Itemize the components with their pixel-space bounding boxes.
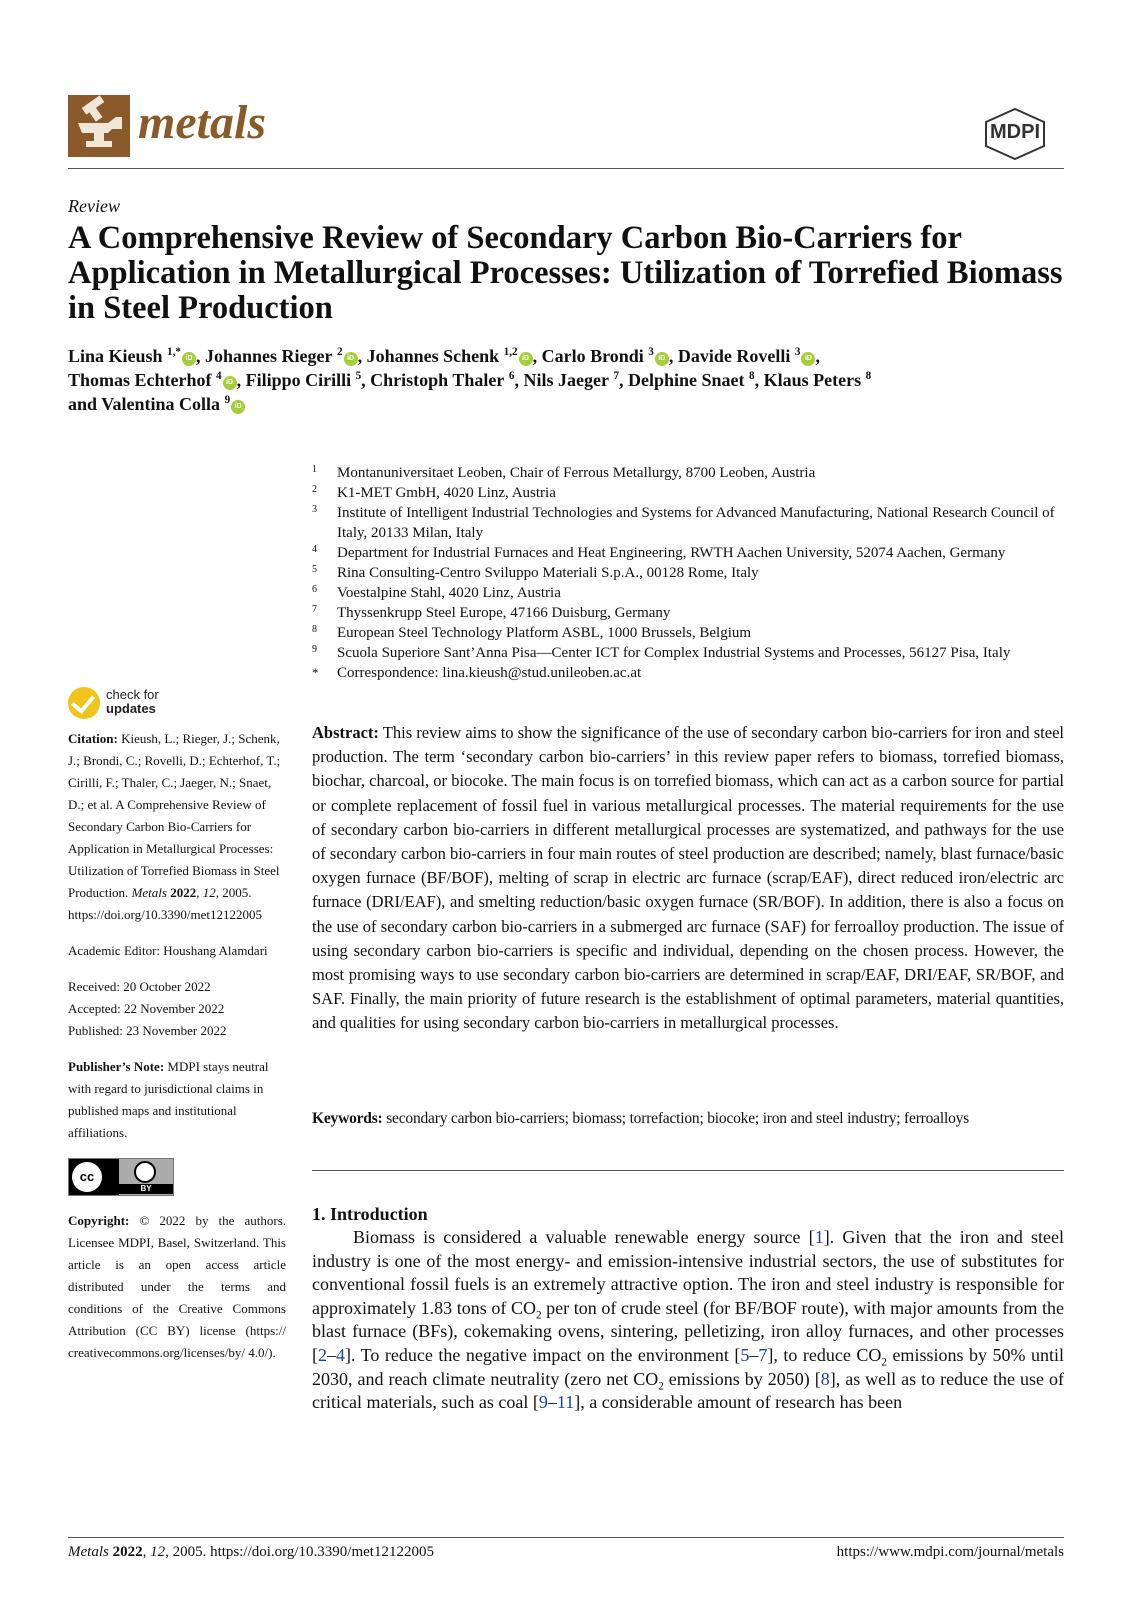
citation-link[interactable]: 9 xyxy=(538,1392,548,1413)
section-heading-introduction: 1. Introduction xyxy=(312,1204,428,1224)
affiliation: 1 Montanuniversitaet Leoben, Chair of Ferrous Metallurgy, 8700 Leoben, Austria xyxy=(312,464,816,481)
author: Delphine Snaet $^8$, xyxy=(628,370,764,390)
check-for-updates-badge[interactable]: check for updates xyxy=(68,687,208,727)
orcid-icon[interactable]: iD xyxy=(182,352,196,366)
citation-link[interactable]: 2 xyxy=(318,1344,327,1365)
abstract: Abstract: This review aims to show the significance of the use of secondary carbon bio-carriers for iron and steel production. The term ‘secondary carbon bio-carriers’ in this review paper refers to biomass, torrefied biomass, biochar, charcoal, or biocoke. The main focus is on torrefied biomass, which can act as a carbon source for partial or complete replacement of fossil fuel in various metallurgical processes. The material requirements for the use of secondary carbon bio-carriers in different metallurgical processes are systematized, and pathways for the use of secondary carbon bio-carriers in four main routes of steel production are described; namely, blast furnace/basic oxygen furnace (BF/BOF), melting of scrap in electric arc furnace (scrap/EAF), direct reduced iron/electric arc furnace (DRI/EAF), and smelting reduction/basic oxygen furnace (SR/BOF). In addition, there is also a focus on the use of secondary carbon bio-carriers in a submerged arc furnace (SAF) for ferroalloy production. The issue of using secondary carbon bio-carriers is specific and individual, depending on the chosen process. However, the most promising ways to use secondary carbon bio-carriers are determined in scrap/EAF, DRI/EAF, SR/BOF, and SAF. Finally, the main priority of future research is the establishment of optimal parameters, material quantities, and qualities for using secondary carbon bio-carriers in metallurgical processes. xyxy=(312,723,1064,1033)
anvil-hammer-icon xyxy=(68,95,130,157)
footer-divider xyxy=(68,1537,1064,1538)
orcid-icon[interactable]: iD xyxy=(801,352,815,366)
footer-citation: Metals 2022, 12, 2005. https://doi.org/10.3390/met12122005 xyxy=(68,1544,434,1560)
author[interactable]: Johannes Schenk $^{1,2}$iD , xyxy=(366,346,542,366)
citation-link[interactable]: 1 xyxy=(814,1227,824,1247)
journal-logo xyxy=(68,95,130,157)
received-date: Received: 20 October 2022 xyxy=(68,979,211,994)
check-circle-icon xyxy=(68,687,100,719)
journal-name: metals xyxy=(138,96,266,149)
citation-link[interactable]: 5 xyxy=(740,1344,750,1365)
author[interactable]: Johannes Rieger $^2$iD , xyxy=(205,346,367,366)
sidebar xyxy=(68,728,286,1378)
orcid-icon[interactable]: iD xyxy=(223,376,237,390)
author[interactable]: Thomas Echterhof $^4$iD , xyxy=(68,370,246,390)
correspondence: * Correspondence: lina.kieush@stud.unileoben.ac.at xyxy=(312,665,642,681)
attribution-person-icon xyxy=(134,1161,156,1183)
affiliation: 3 Institute of Intelligent Industrial Technologies and Systems for Advanced Manufacturing, National Research Council of Italy, 20133 Milan, Italy xyxy=(312,504,1055,541)
citation-link[interactable]: 4 xyxy=(336,1344,345,1365)
citation-link[interactable]: 11 xyxy=(556,1392,575,1413)
cc-by-license-badge[interactable]: cc BY xyxy=(68,1158,174,1196)
published-date: Published: 23 November 2022 xyxy=(68,1023,227,1038)
footer-journal-url[interactable]: https://www.mdpi.com/journal/metals xyxy=(836,1544,1064,1560)
mdpi-logo-text: MDPI xyxy=(990,121,1040,143)
orcid-icon[interactable]: iD xyxy=(231,400,245,414)
publishers-note: Publisher’s Note: MDPI stays neutral with regard to jurisdictional claims in published maps and institutional affiliations. xyxy=(68,1059,269,1140)
author[interactable]: Lina Kieush $^{1,*}$iD , xyxy=(68,346,205,366)
affiliation: 6 Voestalpine Stahl, 4020 Linz, Austria xyxy=(312,584,561,601)
section-divider xyxy=(312,1170,1064,1171)
author: Christoph Thaler $^6$, xyxy=(370,370,524,390)
author-list xyxy=(68,344,1064,416)
affiliation: 4 Department for Industrial Furnaces and Heat Engineering, RWTH Aachen University, 52074 Aachen, Germany xyxy=(312,544,1006,561)
affiliations xyxy=(312,463,1064,683)
orcid-icon[interactable]: iD xyxy=(655,352,669,366)
academic-editor: Academic Editor: Houshang Alamdari xyxy=(68,943,268,958)
article-type: Review xyxy=(68,196,120,216)
citation-link[interactable]: 8 xyxy=(820,1368,830,1389)
dates xyxy=(68,976,286,1042)
creative-commons-icon: cc xyxy=(72,1162,102,1192)
header-divider xyxy=(68,168,1064,169)
author: Filippo Cirilli $^5$, xyxy=(245,370,371,390)
affiliation: 5 Rina Consulting-Centro Sviluppo Materiali S.p.A., 00128 Rome, Italy xyxy=(312,564,759,581)
copyright: Copyright: © 2022 by the authors. Licensee MDPI, Basel, Switzerland. This article is an open access article distributed under the terms and conditions of the Creative Commons Attribution (CC BY) license (https:// creativecommons.org/licenses/by/ 4.0/). xyxy=(68,1213,287,1360)
author: Nils Jaeger $^7$, xyxy=(523,370,629,390)
orcid-icon[interactable]: iD xyxy=(344,352,358,366)
affiliation: 2 K1-MET GmbH, 4020 Linz, Austria xyxy=(312,484,556,501)
author[interactable]: and Valentina Colla $^9$iD xyxy=(68,394,245,414)
orcid-icon[interactable]: iD xyxy=(519,352,533,366)
author[interactable]: Davide Rovelli $^3$iD , xyxy=(677,346,820,366)
citation-link[interactable]: 7 xyxy=(758,1344,768,1365)
author[interactable]: Carlo Brondi $^3$iD , xyxy=(541,346,678,366)
keywords: Keywords: secondary carbon bio-carriers; biomass; torrefaction; biocoke; iron and steel industry; ferroalloys xyxy=(312,1110,969,1127)
affiliation: 8 European Steel Technology Platform ASBL, 1000 Brussels, Belgium xyxy=(312,624,752,641)
article-title: A Comprehensive Review of Secondary Carbon Bio-Carriers for Application in Metallurgical Processes: Utilization of Torrefied Biomass in Steel Production xyxy=(68,220,1063,326)
affiliation: 9 Scuola Superiore Sant’Anna Pisa—Center ICT for Complex Industrial Systems and Processes, 56127 Pisa, Italy xyxy=(312,644,1011,661)
accepted-date: Accepted: 22 November 2022 xyxy=(68,1001,225,1016)
affiliation: 7 Thyssenkrupp Steel Europe, 47166 Duisburg, Germany xyxy=(312,604,671,621)
author: Klaus Peters $^8$ xyxy=(763,370,872,390)
citation: Citation: Kieush, L.; Rieger, J.; Schenk, J.; Brondi, C.; Rovelli, D.; Echterhof, T.; Cirilli, F.; Thaler, C.; Jaeger, N.; Snaet, D.; et al. A Comprehensive Review of Secondary Carbon Bio-Carriers for Application in Metallurgical Processes: Utilization of Torrefied Biomass in Steel Production. Metals 2022, 12, 2005. https://doi.org/10.3390/met12122005 xyxy=(68,731,281,922)
introduction-paragraph: Biomass is considered a valuable renewable energy source [1]. Given that the iron and steel industry is one of the most energy- and emission-intensive industrial sectors, the use of substitutes for conventional fossil fuels is an extremely attractive option. The iron and steel industry is responsible for approximately 1.83 tons of $CO_2$ per ton of crude steel (for BF/BOF route), with major amounts from the blast furnace (BFs), cokemaking ovens, sintering, pelletizing, iron alloy furnaces, and other processes [2–4]. To reduce the negative impact on the environment [5–7], to reduce $CO_2$ emissions by 50% until 2030, and reach climate neutrality (zero net $CO_2$ emissions by 2050) [8], as well as to reduce the use of critical materials, such as coal [9–11], a considerable amount of research has been xyxy=(312,1227,1064,1413)
